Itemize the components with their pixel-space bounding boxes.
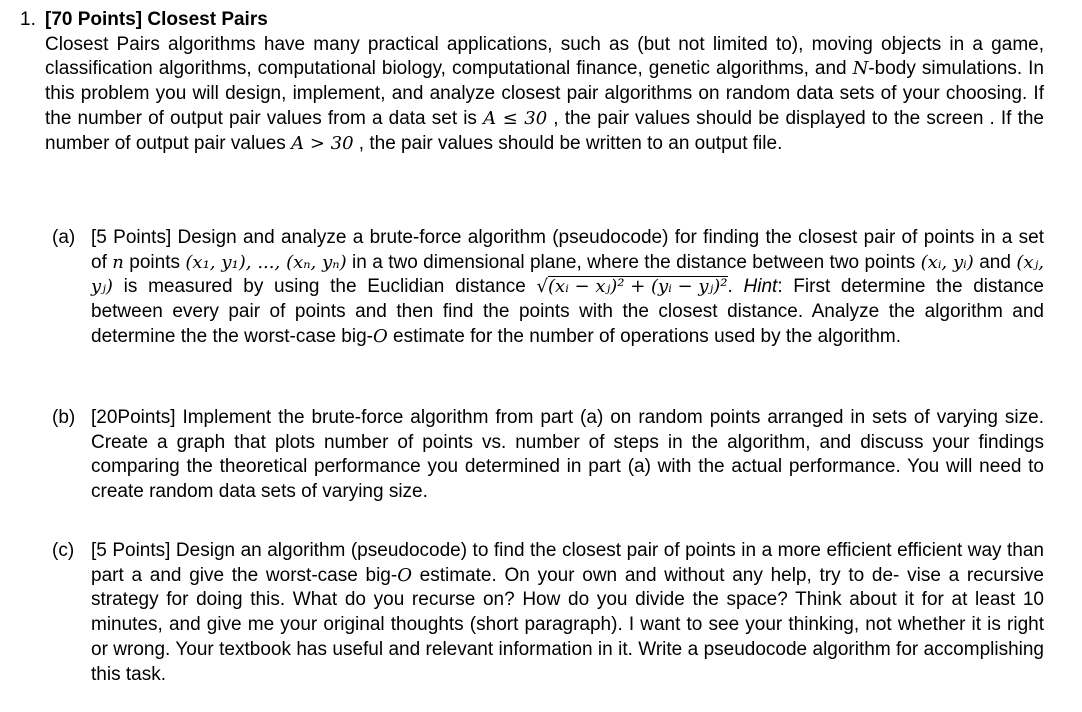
problem-1: [20, 8, 1044, 156]
part-a-math-points: (x₁, y₁), ..., (xₙ, yₙ): [185, 251, 347, 273]
part-b-label: (b): [52, 407, 76, 428]
part-a-text-2: points: [123, 251, 186, 273]
part-c: [52, 539, 1044, 687]
part-a-text-5: is measured by using the Euclidian distance: [112, 276, 537, 298]
part-a-label: (a): [52, 227, 76, 248]
intro-math-gt: A > 30: [291, 132, 354, 154]
intro-text-4: , the pair values should be written to an output file.: [353, 132, 783, 154]
part-a-hint: Hint: [743, 276, 778, 298]
intro-text-1: Closest Pairs algorithms have many practical applications, such as (but not limited to), moving objects in a game, classification algorithms, computational biology, computational finance, genetic algorithms, and: [45, 33, 1044, 80]
part-a-text-4: and: [973, 251, 1017, 273]
sqrt-icon: √: [536, 276, 549, 298]
part-a-math-point-i: (xᵢ, yᵢ): [920, 251, 974, 273]
part-c-body: [91, 539, 1044, 687]
part-a-text-7: : First determine the distance between every pair of points and then find the points with the closest distance. Analyze the algorithm and determine the the worst-case big-: [91, 276, 1044, 347]
problem-title: [70 Points] Closest Pairs: [45, 9, 268, 30]
part-c-text-2: estimate. On your own and without any help, try to de- vise a recursive strategy for doing this. What do you recurse on? How do you divide the space? Think about it for at least 10 minutes, and give me your original thoughts (short paragraph). I want to see your thinking, not whether it is right or wrong. Your textbook has useful and relevant information in it. Write a pseudocode algorithm for accomplishing this task.: [91, 564, 1044, 685]
part-c-label: (c): [52, 540, 75, 561]
part-a-text-8: estimate for the number of operations used by the algorithm.: [387, 325, 902, 347]
part-a-math-n: n: [112, 251, 124, 273]
part-a-text-6: .: [727, 276, 744, 298]
part-a-math-distance: (xᵢ − xⱼ)² + (yᵢ − yⱼ)²: [548, 276, 728, 298]
intro-math-leq: A ≤ 30: [483, 107, 548, 129]
part-c-text-1: [5 Points] Design an algorithm (pseudocode) to find the closest pair of points in a more efficient efficient way than part a and give the worst-case big-: [91, 540, 1044, 586]
part-b: [52, 406, 1044, 505]
problem-heading: [20, 8, 1044, 33]
intro-text-2: -body simulations. In this problem you will design, implement, and analyze closest pair algorithms on random data sets of your choosing. If the number of output pair values from a data set is: [45, 58, 1044, 129]
part-c-math-big-o: O: [397, 564, 412, 586]
problem-number: 1.: [20, 9, 36, 30]
part-a-text-3: in a two dimensional plane, where the distance between two points: [346, 251, 921, 273]
part-a-math-big-o: O: [372, 325, 388, 347]
intro-math-n: N: [852, 58, 869, 80]
part-a-math-point-j: (xⱼ, yⱼ): [91, 251, 1045, 298]
problem-intro: [45, 33, 1044, 157]
part-b-body: [20Points] Implement the brute-force algorithm from part (a) on random points arranged in sets of varying size. Create a graph that plots number of points vs. number of steps in the algorithm, and discuss your findings comparing the theoretical performance you determined in part (a) with the actual performance. You will need to create random data sets of varying size.: [91, 407, 1044, 503]
part-a-body: [91, 226, 1044, 350]
intro-text-3: , the pair values should be displayed to the screen . If the number of output pair values: [45, 107, 1044, 154]
part-a: [52, 226, 1044, 350]
part-a-text-1: [5 Points] Design and analyze a brute-force algorithm (pseudocode) for finding the closest pair of points in a set of: [91, 227, 1044, 273]
